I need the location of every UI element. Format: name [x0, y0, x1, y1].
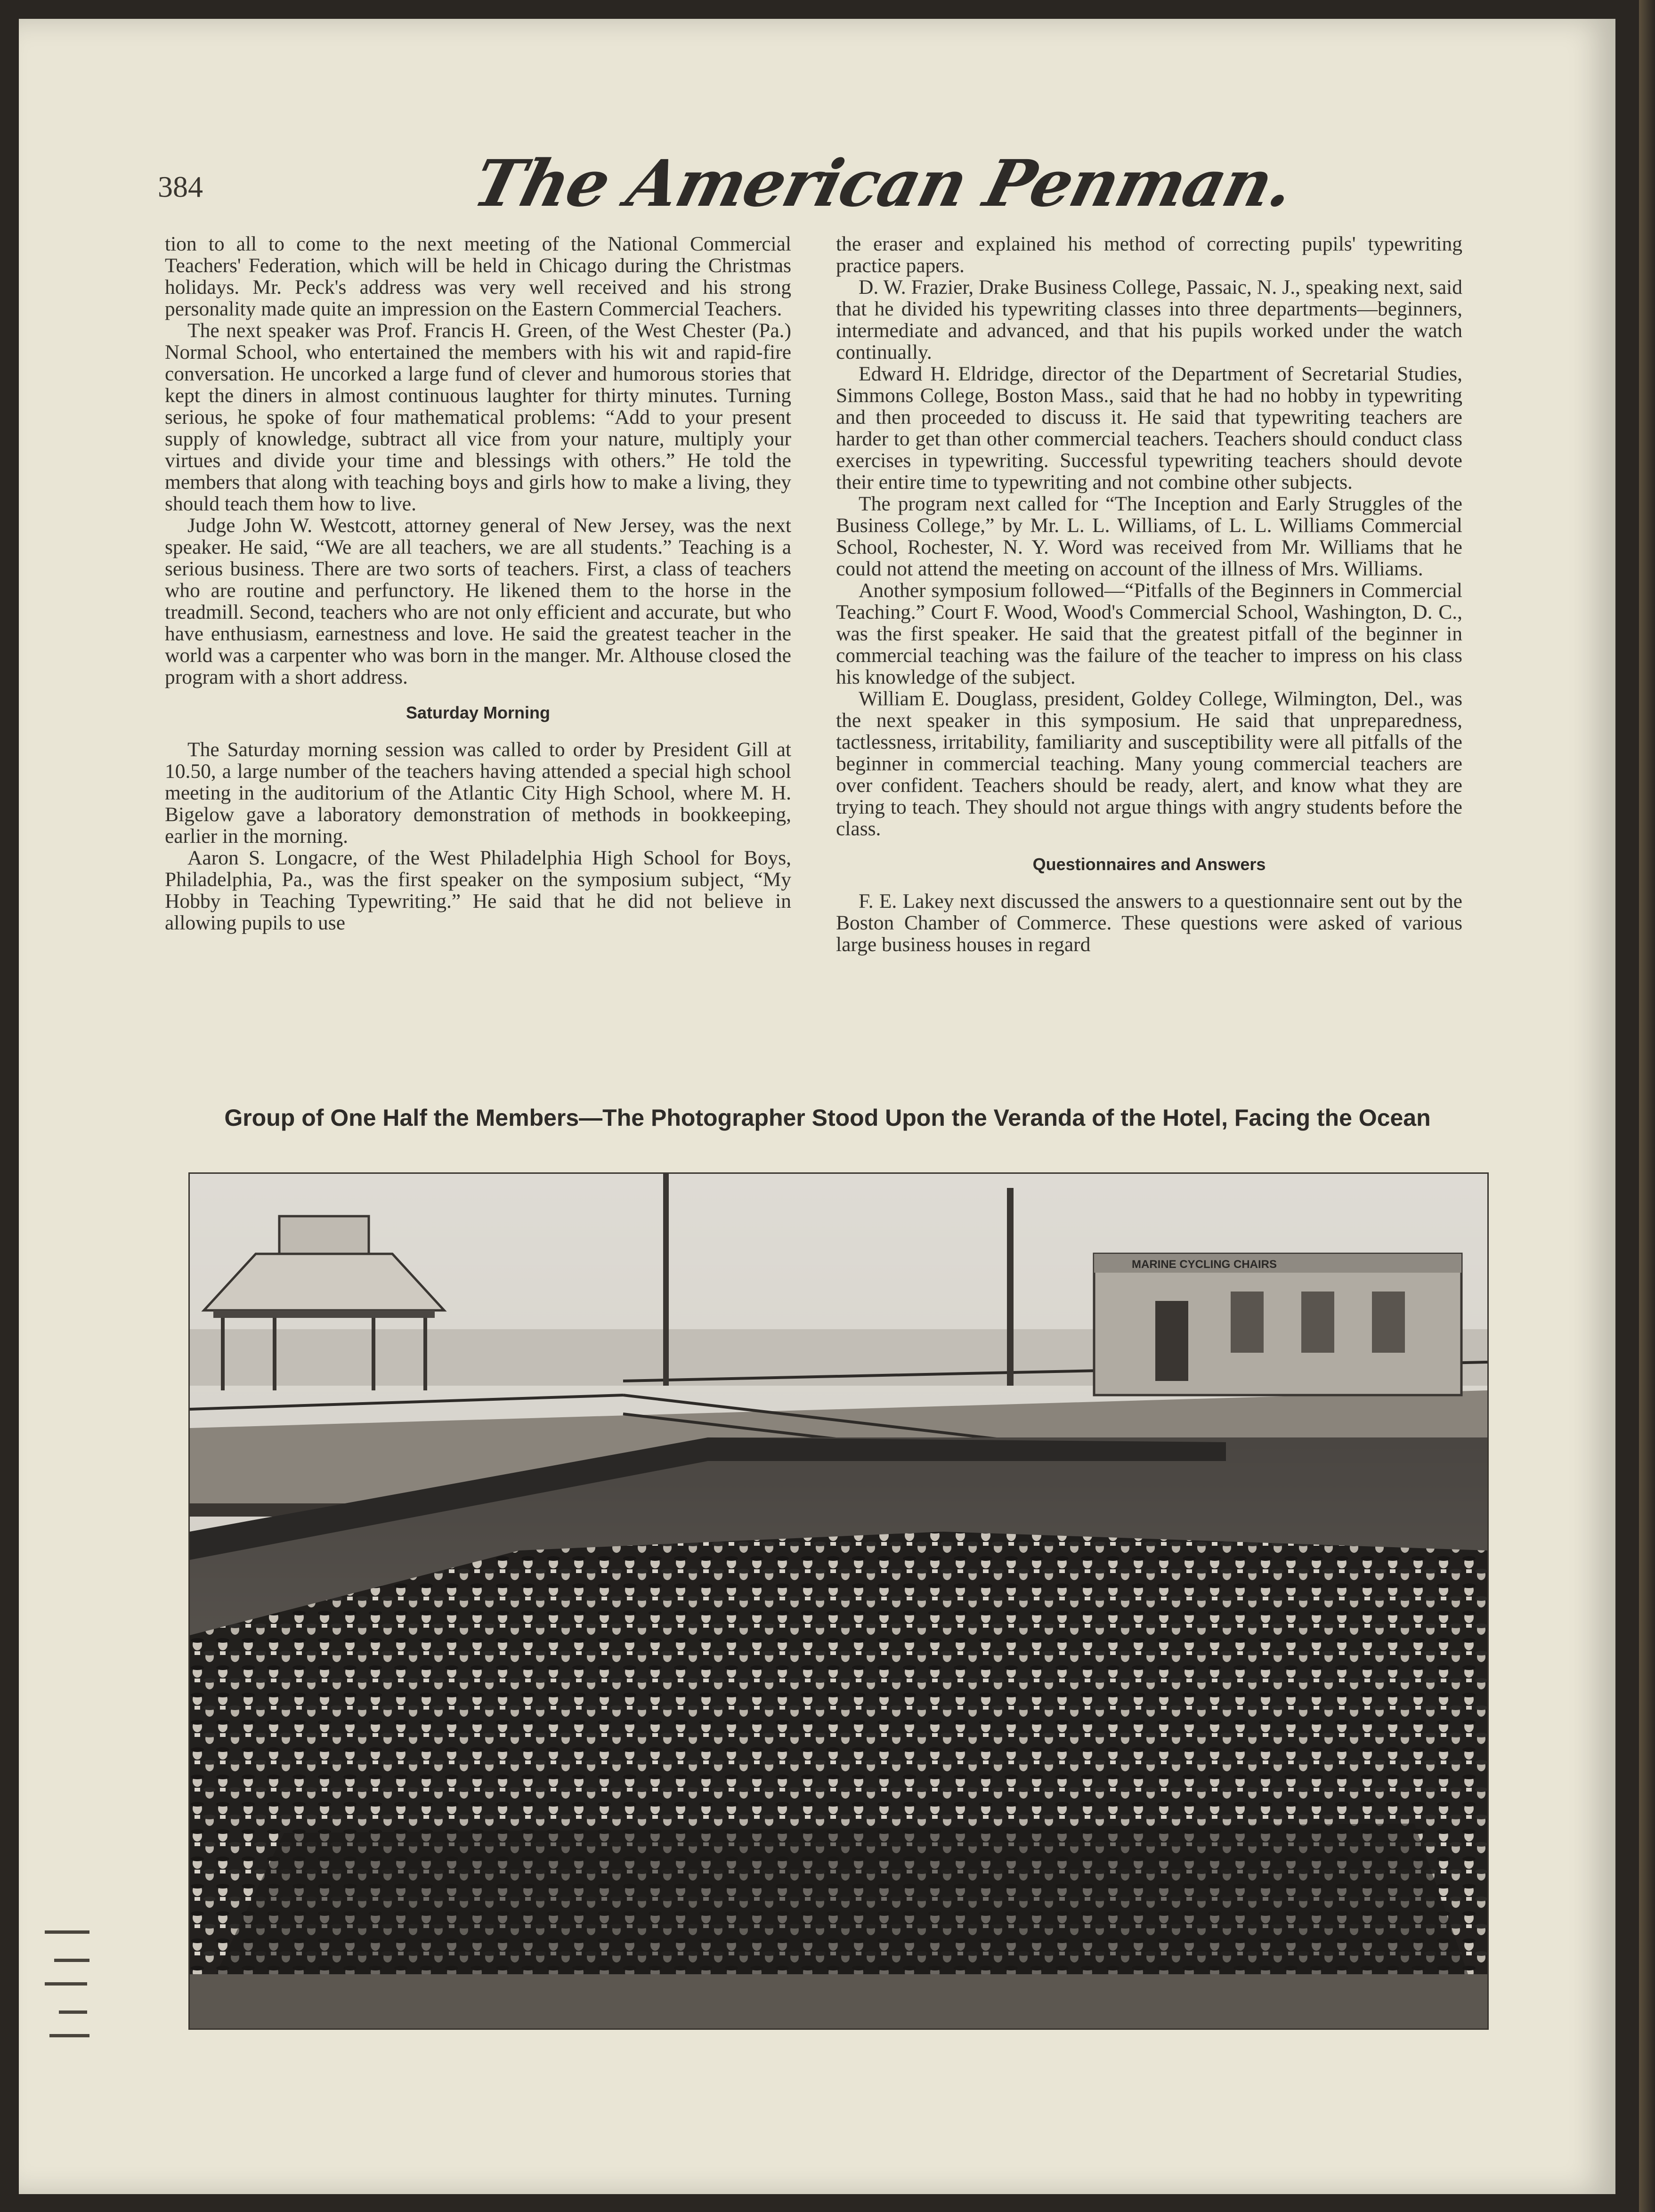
paragraph: Judge John W. Westcott, attorney general of New Jersey, was the next speaker. He said, “We are all teachers, we are all students.” Teaching is a serious business. There are two sorts of teachers. First, a class of teachers who are routine and perfunctory. He likened them to the horse in the treadmill. Second, teachers who are not only efficient and accurate, but who have enthusiasm, earnestness and love. He said the greatest teacher in the world was a carpenter who was born in the manger. Mr. Althouse closed the program with a short address. — [165, 514, 791, 688]
photo-caption: Group of One Half the Members—The Photographer Stood Upon the Veranda of the Hotel, Facing the Ocean — [224, 1105, 1431, 1131]
paragraph: D. W. Frazier, Drake Business College, Passaic, N. J., speaking next, said that he divided his typewriting classes into three departments—beginners, intermediate and advanced, and that his pupils worked under the watch continually. — [836, 276, 1462, 363]
margin-marks — [45, 1930, 101, 2043]
cycling-chairs-building — [1094, 1254, 1461, 1395]
paragraph: the eraser and explained his method of correcting pupils' typewriting practice papers. — [836, 233, 1462, 277]
paragraph: The program next called for “The Inception and Early Struggles of the Business College,” by Mr. L. L. Williams, of L. L. Williams Commercial School, Rochester, N. Y. Word was received from Mr. Williams that he could not attend the meeting on account of the illness of Mrs. Williams. — [836, 492, 1462, 580]
masthead-title: The American Penman. — [466, 146, 1301, 221]
right-column — [836, 233, 1462, 955]
paragraph: Edward H. Eldridge, director of the Department of Secretarial Studies, Simmons College, Boston Mass., said that he had no hobby in typewriting and then proceeded to discuss it. He said that typewriting teachers are harder to get than other commercial teachers. Teachers should conduct class exercises in typewriting. Successful typewriting teachers should devote their entire time to typewriting and not combine other subjects. — [836, 363, 1462, 493]
left-column — [165, 233, 791, 934]
paragraph: tion to all to come to the next meeting of the National Commercial Teachers' Federation, which will be held in Chicago during the Christmas holidays. Mr. Peck's address was very well received and his strong personality made quite an impression on the Eastern Commercial Teachers. — [165, 233, 791, 320]
paragraph: Another symposium followed—“Pitfalls of the Beginners in Commercial Teaching.” Court F. Wood, Wood's Commercial School, Washington, D. C., was the first speaker. He said that the greatest pitfall of the beginner in commercial teaching was the failure of the teacher to impress on his class his knowledge of the subject. — [836, 579, 1462, 688]
paragraph: Aaron S. Longacre, of the West Philadelphia High School for Boys, Philadelphia, Pa., was the first speaker on the symposium subject, “My Hobby in Teaching Typewriting.” He said that he did not believe in allowing pupils to use — [165, 847, 791, 934]
paragraph: The next speaker was Prof. Francis H. Green, of the West Chester (Pa.) Normal School, who entertained the members with his wit and rapid-fire conversation. He uncorked a large fund of clever and humorous stories that kept the diners in almost continuous laughter for thirty minutes. Turning serious, he spoke of four mathematical problems: “Add to your present supply of knowledge, subtract all vice from your nature, multiply your virtues and divide your time and blessings with others.” He told the members that along with teaching boys and girls how to make a living, they should teach them how to live. — [165, 319, 791, 515]
group-photo-illustration — [190, 1174, 1487, 2028]
section-heading-questionnaires: Questionnaires and Answers — [1032, 855, 1266, 874]
building-sign: MARINE CYCLING CHAIRS — [1132, 1258, 1277, 1271]
paragraph: The Saturday morning session was called to order by President Gill at 10.50, a large number of the teachers having attended a special high school meeting in the auditorium of the Atlantic City High School, where M. H. Bigelow gave a laboratory demonstration of methods in bookkeeping, earlier in the morning. — [165, 738, 791, 848]
group-photograph — [188, 1172, 1489, 2030]
page-number: 384 — [158, 170, 203, 203]
paragraph: F. E. Lakey next discussed the answers to a questionnaire sent out by the Boston Chamber of Commerce. These questions were asked of various large business houses in regard — [836, 890, 1462, 956]
section-heading-saturday-morning: Saturday Morning — [406, 703, 551, 722]
paragraph: William E. Douglass, president, Goldey College, Wilmington, Del., was the next speaker in this symposium. He said that unpreparedness, tactlessness, irritability, familiarity and susceptibility were all pitfalls of the beginner in commercial teaching. Many young commercial teachers are over confident. Teachers should be ready, alert, and know what they are trying to teach. They should not argue things with angry students before the class. — [836, 687, 1462, 840]
